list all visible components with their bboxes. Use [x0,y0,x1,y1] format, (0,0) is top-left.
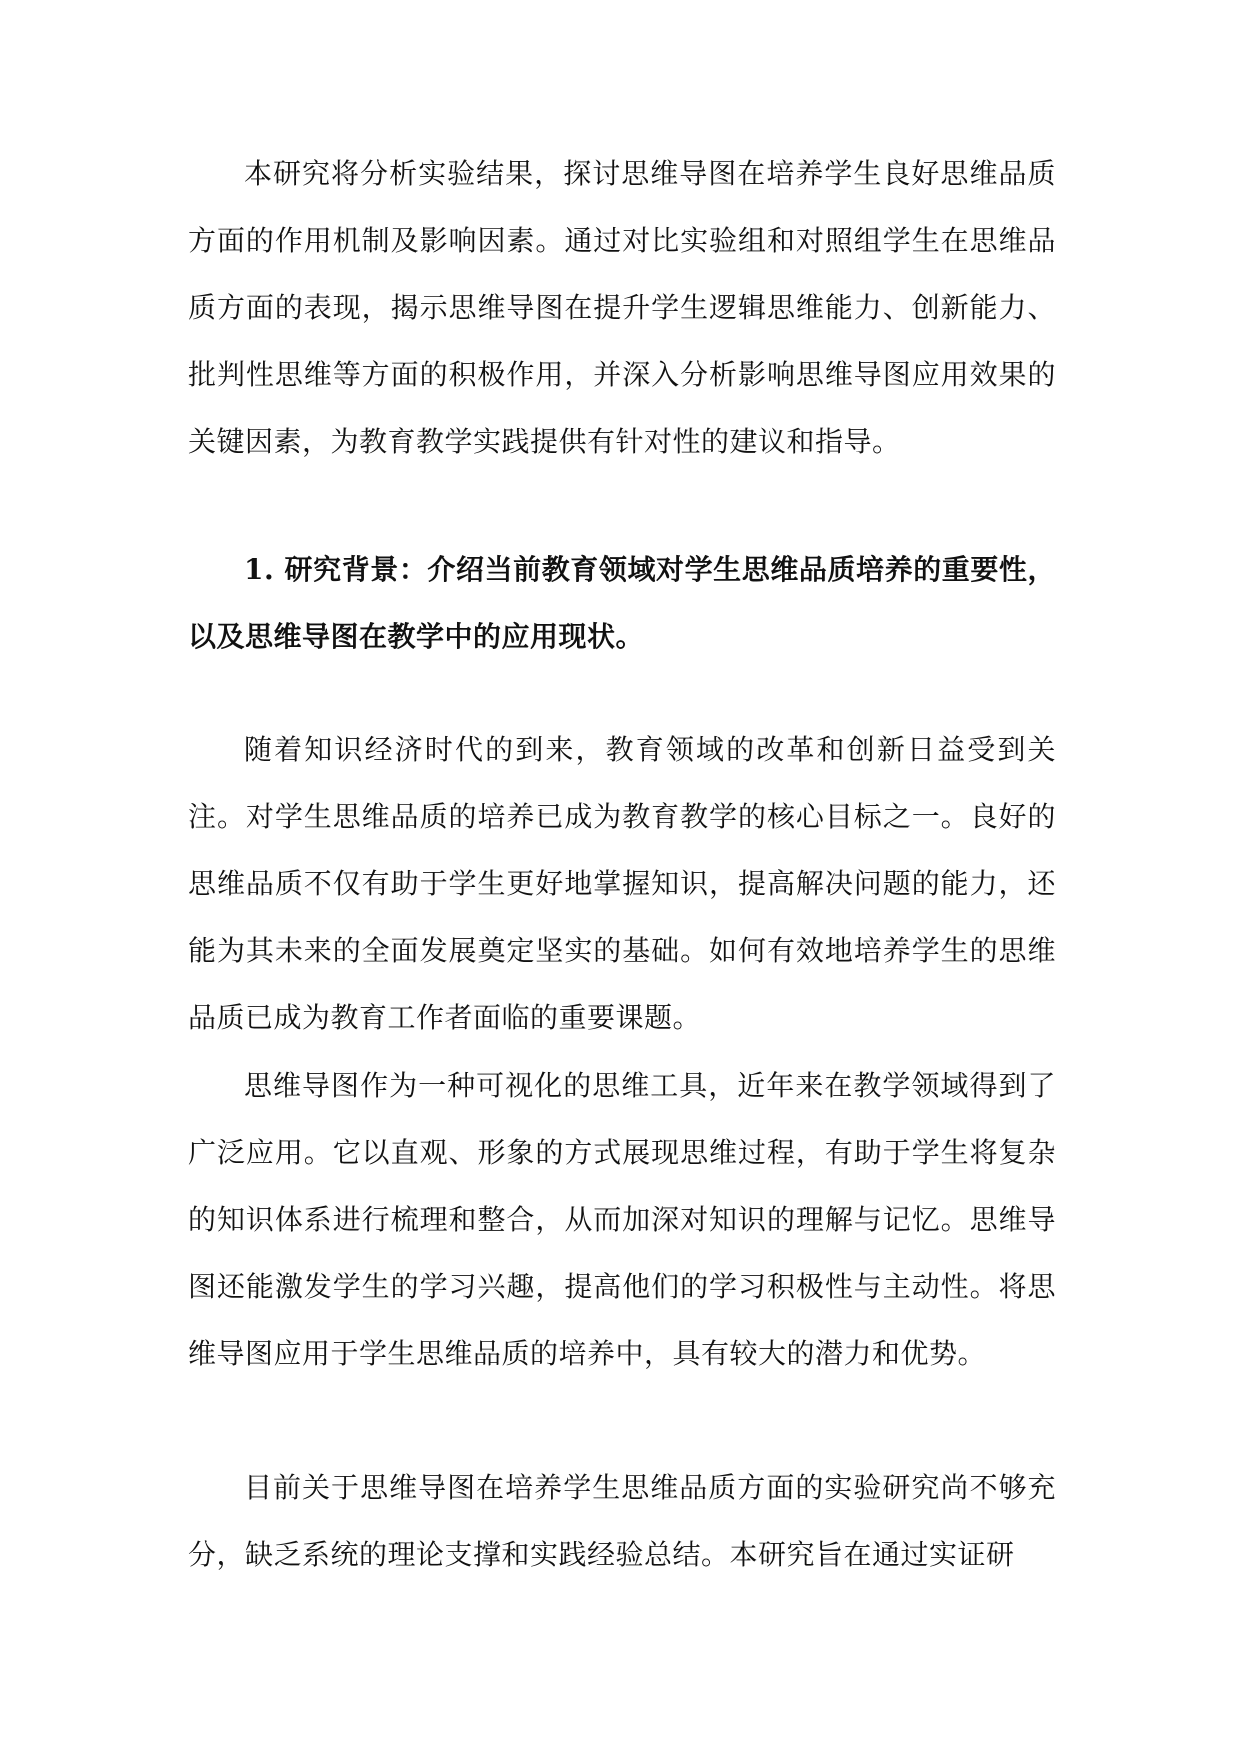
paragraph-intro: 本研究将分析实验结果，探讨思维导图在培养学生良好思维品质方面的作用机制及影响因素。通过对比实验组和对照组学生在思维品质方面的表现，揭示思维导图在提升学生逻辑思维能力、创新能力、批判性思维等方面的积极作用，并深入分析影响思维导图应用效果的关键因素，为教育教学实践提供有针对性的建议和指导。 [188,157,1056,458]
section-heading: 1. 研究背景：介绍当前教育领域对学生思维品质培养的重要性，以及思维导图在教学中的应用现状。 [188,553,1056,653]
paragraph-background-1: 随着知识经济时代的到来，教育领域的改革和创新日益受到关注。对学生思维品质的培养已成为教育教学的核心目标之一。良好的思维品质不仅有助于学生更好地掌握知识，提高解决问题的能力，还能为其未来的全面发展奠定坚实的基础。如何有效地培养学生的思维品质已成为教育工作者面临的重要课题。 [188,733,1056,1034]
paragraph-background-3: 目前关于思维导图在培养学生思维品质方面的实验研究尚不够充分，缺乏系统的理论支撑和实践经验总结。本研究旨在通过实证研 [188,1471,1056,1571]
paragraph-background-2: 思维导图作为一种可视化的思维工具，近年来在教学领域得到了广泛应用。它以直观、形象的方式展现思维过程，有助于学生将复杂的知识体系进行梳理和整合，从而加深对知识的理解与记忆。思维导图还能激发学生的学习兴趣，提高他们的学习积极性与主动性。将思维导图应用于学生思维品质的培养中，具有较大的潜力和优势。 [188,1069,1056,1370]
